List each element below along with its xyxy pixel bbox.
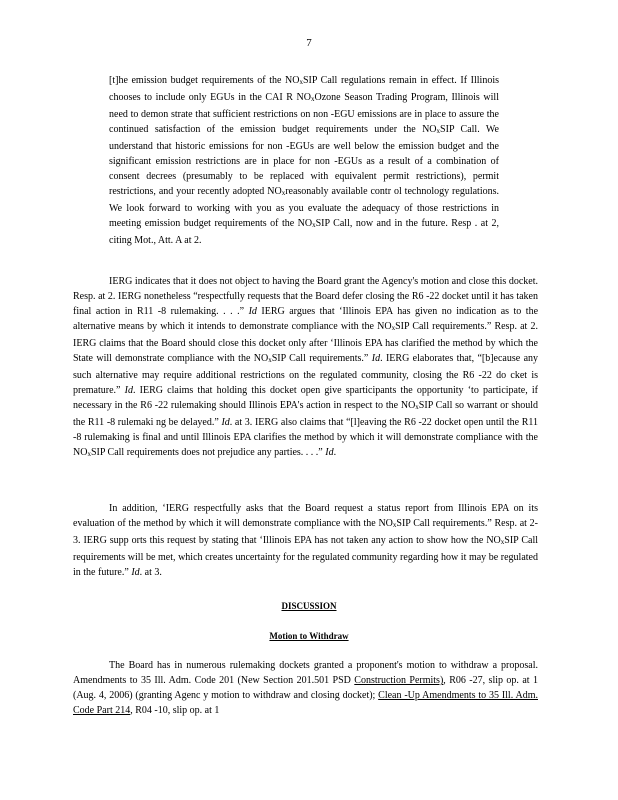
quote-text-2: SIP Call regulations remain in effect. If Illinois chooses to include only EGUs in the CAI R NO xyxy=(109,75,500,103)
case-citation-cleanup: Clean -Up Amendments to 35 Ill. Adm. Code Part 214 xyxy=(73,690,538,716)
block-quote: [t]he emission budget requirements of the $NO_xSIP$ Call regulations remain in effect. If Illinois chooses to include only EGUs in the CAI R $NO_xOzone$ Season Trading Program, Illinois will need to demon strate that sufficient restrictions on non -EGU emissions are in place to assure the continued satisfaction of the emission budget requirements under the $NO_xSIP$ Call. We understand that historic emissions for non -EGUs are well below the emission budget and the significant emission restrictions are in place for non -EGUs as a result of a combination of consent decrees (presumably to be replaced with equivalent permit restrictions), permit restrictions, and your recently adopted $NO_xreasonably$ available contr ol technology regulations. We look forward to working with you as you evaluate the adequacy of those restrictions in meeting emission budget requirements of the $NO_xSIP$ Call, now and in the future. Resp . at 2, citing Mot., Att. A at 2. xyxy=(109,75,500,246)
quote-text-1: [t]he emission budget requirements of the NO xyxy=(109,75,300,86)
quote-text-3: Ozone Season Trading Program, Illinois will need to demon strate that sufficient restrictions on non -EGU emissions are in place to assure the continued satisfaction of the emission budget requirements under the NO xyxy=(109,92,499,135)
motion-to-withdraw-heading: Motion to Withdraw xyxy=(269,631,349,641)
quote-text-6: SIP Call, now and in the future. Resp . at 2, citing Mot., Att. A at 2. xyxy=(109,218,499,246)
paragraph-status-report: In addition, ‘IERG respectfully asks that the Board request a status report from Illinois EPA on its evaluation of the method by which it will demonstrate compliance with the $NO_xSIP$ Call requirements.” Resp. at 2-3. IERG supp orts this request by stating that ‘Illinois EPA has not taken any action to show how the $NO_xSIP$ Call requirements will be met, which creates uncertainty for the regulated community regarding how it may be regulated in the future.” Id. at 3. xyxy=(73,503,539,578)
page-number: 7 xyxy=(306,37,312,49)
paragraph-ierg-response: IERG indicates that it does not object to having the Board grant the Agency's motion and close this docket. Resp. at 2. IERG nonetheless “respectfully requests that the Board defer closing the R6 -22 docket until it has taken final action in R11 -8 rulemaking. . . .” Id IERG argues that ‘Illinois EPA has given no indication as to the alternative means by which it intends to demonstrate compliance with the $NO_xSIP$ Call requirements.” Resp. at 2. IERG claims that the Board should close this docket only after ‘Illinois EPA has clarified the method by which the State will demonstrate compliance with the $NO_xSIP$ Call requirements.” Id. IERG elaborates that, “[b]ecause any such alternative may require additional restrictions on the regulated community, closing the R6 -22 do cket is premature.” Id. IERG claims that holding this docket open give sparticipants the opportunity ‘to participate, if necessary in the R6 -22 rulemaking should Illinois EPA's action in respect to the $NO_xSIP$ Call so warrant or should the R11 -8 rulemaki ng be delayed.” Id. at 3. IERG also claims that “[l]eaving the R6 -22 docket open until the R11 -8 rulemaking is final and until Illinois EPA clarifies the method by which it will demonstrate compliance with the $NO_xSIP$ Call requirements does not prejudice any parties. . . .” Id. xyxy=(73,276,539,458)
quote-text-4: SIP Call. We understand that historic emissions for non -EGUs are well below the emission budget and the significant emission restrictions are in place for non -EGUs as a result of a combination of consent decrees (presumably to be replaced with equivalent permit restrictions), permit restrictions, and your recently adopted NO xyxy=(109,124,499,197)
quote-text-5: reasonably available contr ol technology regulations. We look forward to working with you as you evaluate the adequacy of those restrictions in meeting emission budget requirements of the NO xyxy=(109,186,499,229)
case-citation-psd: Construction Permits) xyxy=(354,675,444,686)
paragraph-board-precedent: The Board has in numerous rulemaking dockets granted a proponent's motion to withdraw a proposal. Amendments to 35 Ill. Adm. Code 201 (New Section 201.501 PSD Construction Permits), R06 -27, slip op. at 1 (Aug. 4, 2006) (granting Agenc y motion to withdraw and closing docket); Clean -Up Amendments to 35 Ill. Adm. Code Part 214, R04 -10, slip op. at 1 xyxy=(73,660,538,716)
discussion-heading: DISCUSSION xyxy=(281,601,337,611)
